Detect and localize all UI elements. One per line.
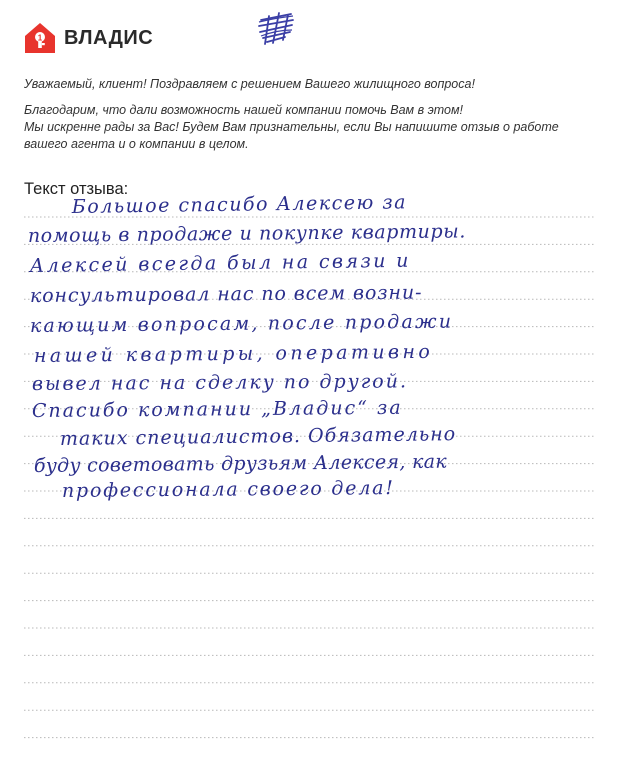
thanks-line-2: Мы искренне рады за Вас! Будем Вам признательны, если Вы напишите отзыв о работе [24,120,559,134]
handwritten-line: вывел нас на сделку по другой. [31,370,409,395]
ink-scribble [255,10,297,46]
handwritten-line: профессионала своего дела! [61,477,395,502]
dotted-ruled-lines [24,205,594,765]
greeting-line: Уважаемый, клиент! Поздравляем с решением Вашего жилищного вопроса! [24,77,475,91]
handwritten-line: Большое спасибо Алексею за [71,191,408,218]
intro-text [24,76,594,153]
handwritten-line: нашей квартиры, оперативно [33,340,434,367]
handwritten-line: Алексей всегда был на связи и [29,249,412,277]
review-label: Текст отзыва: [24,180,129,198]
handwritten-line: буду советовать друзьям Алексея, как [33,450,448,477]
handwritten-line: помощь в продаже и покупке квартиры. [27,220,467,247]
handwritten-line: Спасибо компании „Владис“ за [31,396,403,422]
brand-name: ВЛАДИС [64,26,154,49]
thanks-line-3: вашего агента и о компании в целом. [24,137,249,151]
handwritten-line: консультировал нас по всем возни- [29,281,423,307]
house-key-logo-icon [24,22,56,54]
header [24,20,153,56]
svg-text:1: 1 [37,33,43,43]
thanks-line-1: Благодарим, что дали возможность нашей компании помочь Вам в этом! [24,103,464,117]
handwritten-line: кающим вопросам, после продажи [29,310,454,337]
handwritten-line: таких специалистов. Обязательно [59,423,457,450]
